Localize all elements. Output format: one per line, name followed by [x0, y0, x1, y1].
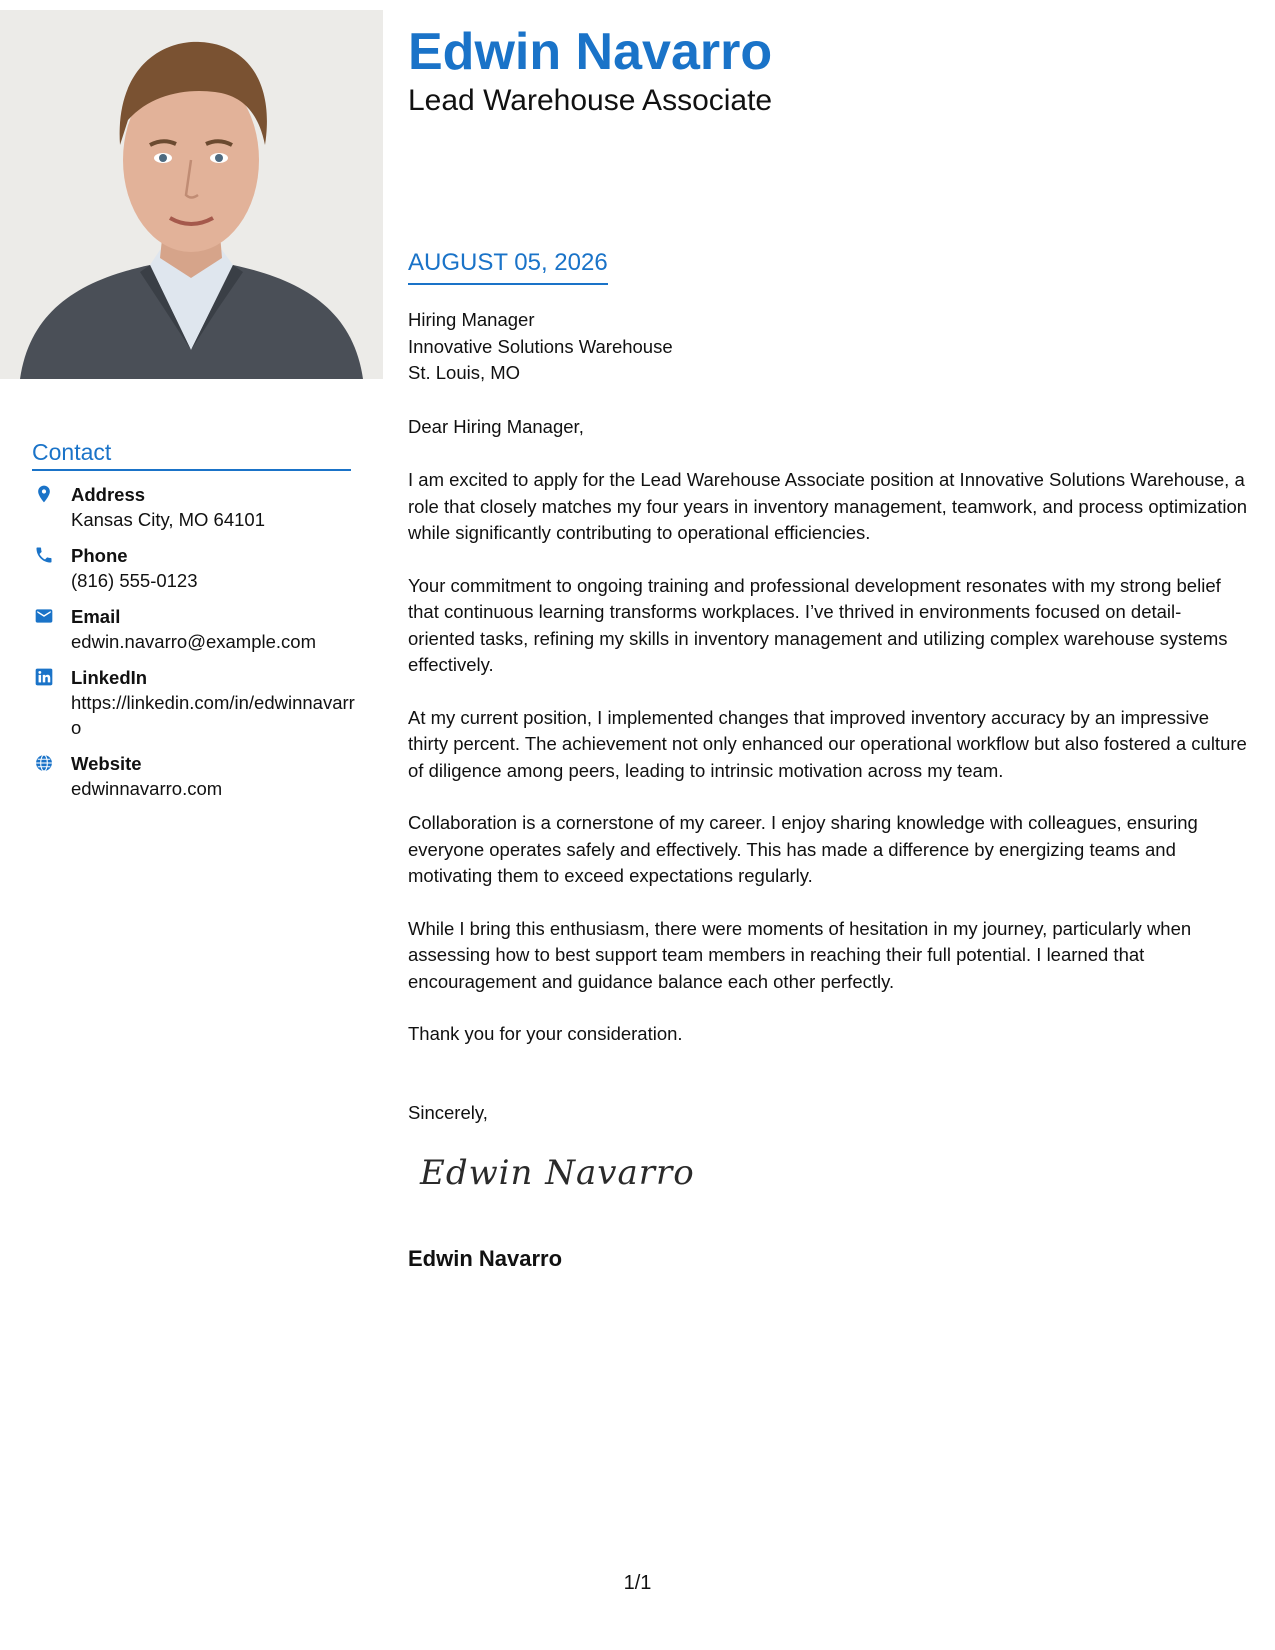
letter-body: [408, 467, 1248, 1074]
contact-label: Email: [71, 606, 121, 627]
contact-item-phone: [32, 543, 362, 593]
body-paragraph: Thank you for your consideration.: [408, 1023, 683, 1044]
contact-label: Website: [71, 753, 142, 774]
contact-item-website: [32, 751, 362, 801]
page-number: 1/1: [623, 1572, 652, 1594]
profile-photo: [0, 10, 383, 379]
envelope-icon: [34, 606, 54, 626]
recipient-block: [408, 307, 1248, 387]
salutation: Dear Hiring Manager,: [408, 416, 584, 437]
body-paragraph: Collaboration is a cornerstone of my career. I enjoy sharing knowledge with colleagues, ensuring everyone operates safely and effectively. This has made a difference by energizing teams and motivating them to exceed expectations regularly.: [408, 812, 1198, 886]
recipient-line: Hiring Manager: [408, 309, 535, 330]
applicant-name: Edwin Navarro: [408, 23, 773, 81]
contact-list: [32, 482, 362, 812]
contact-item-address: [32, 482, 362, 532]
closing: Sincerely,: [408, 1102, 488, 1123]
body-paragraph: Your commitment to ongoing training and professional development resonates with my strong belief that continuous learning transforms workplaces. I’ve thrived in environments focused on detail-oriented tasks, refining my skills in inventory management and utilizing complex warehouse systems effectively.: [408, 574, 1228, 675]
contact-heading: Contact: [32, 438, 351, 471]
website-value[interactable]: edwinnavarro.com: [71, 778, 223, 799]
email-value[interactable]: edwin.navarro@example.com: [71, 631, 316, 652]
globe-icon: [34, 753, 54, 773]
body-paragraph: I am excited to apply for the Lead Warehouse Associate position at Innovative Solutions Warehouse, a role that closely matches my four years in inventory management, teamwork, and process optimization while significantly contributing to operational efficiencies.: [408, 469, 1248, 543]
recipient-line: Innovative Solutions Warehouse: [408, 335, 673, 357]
phone-value: (816) 555-0123: [71, 570, 198, 591]
contact-item-email: [32, 604, 362, 654]
contact-label: Address: [71, 484, 146, 505]
contact-label: LinkedIn: [71, 667, 148, 688]
contact-label: Phone: [71, 545, 128, 566]
recipient-line: St. Louis, MO: [408, 362, 521, 383]
linkedin-icon: [34, 667, 54, 687]
body-paragraph: While I bring this enthusiasm, there were moments of hesitation in my journey, particularly when assessing how to best support team members in reaching their full potential. I learned that encouragement and guidance balance each other perfectly.: [408, 917, 1192, 992]
linkedin-value[interactable]: https://linkedin.com/in/edwinnavarro: [71, 692, 355, 738]
body-paragraph: At my current position, I implemented changes that improved inventory accuracy by an impressive thirty percent. The achievement not only enhanced our operational workflow but also fostered a culture of diligence among peers, leading to intrinsic motivation across my team.: [408, 706, 1247, 781]
address-value: Kansas City, MO 64101: [71, 509, 265, 530]
job-title: Lead Warehouse Associate: [408, 84, 773, 117]
location-pin-icon: [34, 484, 54, 504]
handwritten-signature: Edwin Navarro: [420, 1153, 695, 1193]
signed-name: Edwin Navarro: [408, 1246, 563, 1271]
contact-item-linkedin: [32, 665, 362, 740]
phone-icon: [34, 545, 54, 565]
letter-date: AUGUST 05, 2026: [408, 248, 608, 285]
